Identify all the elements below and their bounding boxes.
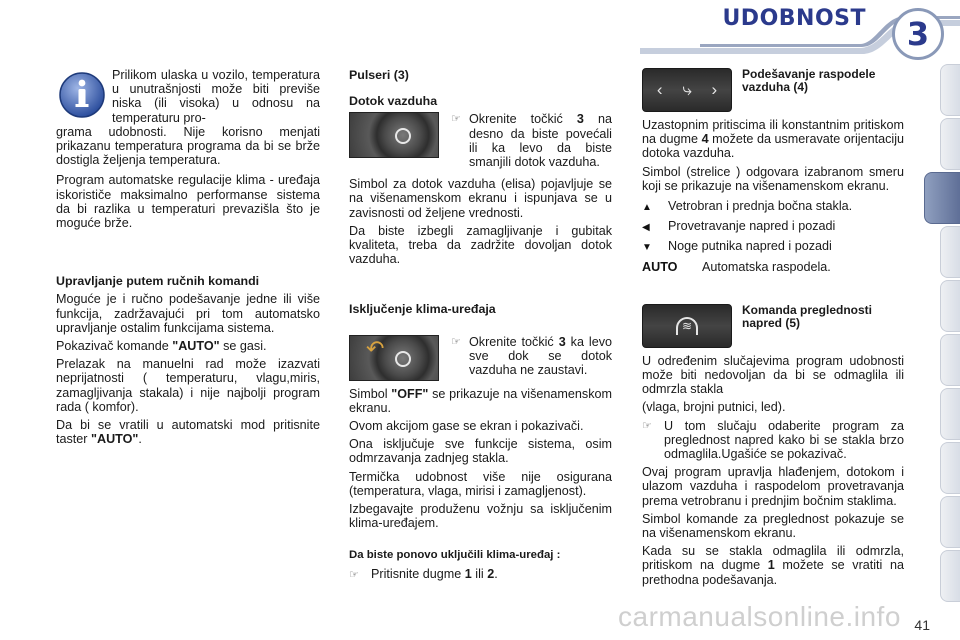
restart-heading: Da biste ponovo uključili klima-uređaj : [349,549,561,562]
manual-paragraph-3: Prelazak na manuelni rad može izazvati neprijatnosti ( temperaturu, vlagu,miris, zamagljivanja stakala) i nije najbolji program rada ( komfor). [56,357,320,414]
watermark: carmanualsonline.info [618,601,901,632]
auto-regulation-paragraph: Program automatske regulacije klima - uređaja iskorističe maksimalno performanse sistema da bi razlika u temperaturi prevazišla što je moguće brže. [56,173,320,231]
fan-dial-image [349,112,439,158]
visibility-paragraph-2: (vlaga, brojni putnici, led). [642,400,786,415]
side-tab-active[interactable] [924,172,960,224]
ac-off-step-text [469,335,612,381]
text-span: Kada su se stakla odmaglila ili odmrzla, pritiskom na dugme [642,544,904,573]
dial-number: 3 [576,112,584,127]
ac-off-heading: Isključenje klima-uređaja [349,302,496,317]
intro-rest: grama udobnosti. Nije korisno menjati prikazanu temperatura programa da bi se brže dostigla željenja temperatura. [56,124,320,168]
ac-off-paragraph-5: Izbegavajte produženu vožnju sa isključenim klima-uređajem. [349,502,612,531]
intro-indented: Prilikom ulaska u vozilo, temperatura u unutrašnjosti može biti previše niska (ili visoka) u odnosu na temperaturu pro- [112,68,320,125]
manual-paragraph-2 [56,339,320,353]
airflow-paragraph-1: Simbol za dotok vazduha (elisa) pojavljuje se na višenamenskom ekranu i ispunjava se u zavisnosti od željene vrednosti. [349,177,612,220]
restart-step-text [371,567,498,581]
text-span: Da bi se vratili u automatski mod pritisnite taster [56,418,320,447]
visibility-heading: Komanda preglednosti napred (5) [742,302,873,331]
distribution-header-block [642,68,904,112]
side-tab[interactable] [940,226,960,278]
windscreen-defrost-icon: ≋ [676,317,698,335]
pointing-hand-icon: ☞ [451,113,461,126]
ac-off-step-block [349,335,612,381]
manual-paragraph-4 [56,418,320,446]
distribution-item [642,219,904,235]
text-span: na desno da biste povećali ili ka levo da biste smanjili dotok vazduha. [469,112,612,170]
chapter-number-badge: 3 [892,8,944,60]
distribution-item [642,199,904,215]
visibility-step [642,419,904,462]
airflow-step-text [469,112,612,169]
ac-off-paragraph-4: Termička udobnost više nije osigurana (temperatura, vlaga, mirisi i zamaglјenost). [349,469,612,498]
text-span: Uzastopnim pritiscima ili konstantnim pritiskom na dugme [642,118,904,147]
section-title: UDOBNOST [722,6,866,31]
airflow-heading: Dotok vazduha [349,94,438,109]
visibility-paragraph-1: U određenim slučajevima program udobnosti može biti nedovoljan da bi se odmaglila ili odmrzla stakla [642,353,904,397]
visibility-paragraph-4: Simbol komande za preglednost pokazuje se na višenamenskom ekranu. [642,511,904,541]
column-3 [642,68,904,591]
side-tab[interactable] [940,442,960,494]
arrow-right-icon: › [711,79,718,99]
visibility-paragraph-3: Ovaj program upravlja hlađenjem, dotokom i ulazom vazduha i raspodelom provetravanja prema vetrobranu i prednjim bočnim staklima. [642,465,904,508]
chapter-banner [0,0,960,62]
text-span: ka levo sve dok se dotok vazduha ne zaustavi. [469,334,612,378]
pulsers-heading: Pulseri (3) [349,68,409,82]
distribution-paragraph-1 [642,118,904,161]
text-span: Okrenite točkić [469,112,577,127]
side-tab[interactable] [940,118,960,170]
side-tab[interactable] [940,280,960,332]
dial-number: 3 [558,334,566,349]
text-span: možete da usmeravate orijentaciju dotoka vazduha. [642,132,904,161]
restart-step [349,567,612,582]
pointing-hand-icon: ☞ [349,568,359,581]
airflow-step-block [349,112,612,169]
off-label: "OFF" [391,386,429,401]
auto-label: AUTO [642,259,678,274]
arrow-up-icon: ▲ [642,202,652,214]
text-span: Simbol [349,386,392,401]
chapter-side-tabs [938,64,960,624]
page-number: 41 [914,616,930,633]
arrow-down-icon: ▼ [642,242,652,254]
rotate-left-arrow-icon: ↶ [366,335,385,361]
text-span: ili [471,566,488,581]
ac-off-paragraph-3: Ona isključuje sve funkcije sistema, osim odmrzavanja zadnjeg stakla. [349,437,612,466]
text-span: se prikazuje na višenamenskom ekranu. [349,386,612,415]
button-number: 1 [767,558,775,573]
visibility-paragraph-5 [642,544,904,587]
distribution-paragraph-2: Simbol (strelice ) odgovara izabranom smeru koji se prikazuje na višenamenskom ekranu. [642,164,904,193]
button-number: 4 [701,132,709,147]
distribution-list [642,199,904,274]
side-tab[interactable] [940,64,960,116]
distribution-item [642,260,904,274]
column-1 [56,68,320,450]
side-tab[interactable] [940,334,960,386]
visibility-header-block [642,304,904,348]
manual-paragraph-1: Moguće je i ručno podešavanje jedne ili više funkcija, zadržavajući pri tom automatsko upravljanje ostalim funkcijama sistema. [56,292,320,335]
distribution-item-text: Vetrobran i prednja bočna stakla. [668,199,853,214]
distribution-item-text: Provetravanje napred i pozadi [668,219,836,234]
arrow-left-icon: ◀ [642,222,650,234]
ac-off-paragraph-2: Ovom akcijom gase se ekran i pokazivači. [349,419,584,434]
pointing-hand-icon: ☞ [642,419,652,432]
side-tab[interactable] [940,388,960,440]
fan-dial-image [349,335,439,381]
button-number: 2 [487,566,495,581]
defrost-button-panel-image [642,304,732,348]
button-number: 1 [464,566,472,581]
text-span: . [494,566,498,581]
arrow-left-icon: ‹ [656,79,663,99]
side-tab[interactable] [940,496,960,548]
text-span: Okrenite točkić [469,334,559,349]
text-span: se gasi. [219,339,267,354]
pointing-hand-icon: ☞ [451,335,461,348]
column-2 [349,68,612,584]
text-span: Pritisnite dugme [371,566,465,581]
distribution-heading: Podešavanje raspodele vazduha (4) [742,67,876,95]
visibility-step-text: U tom slučaju odaberite program za preglednost napred kako bi se stakla brzo odmaglila.Ugašiće se pokazivač. [664,418,904,462]
manual-controls-heading: Upravljanje putem ručnih komandi [56,274,260,289]
text-span: . [138,432,142,447]
side-tab[interactable] [940,550,960,602]
distribution-item-text: Automatska raspodela. [702,259,831,274]
text-span: možete se vratiti na prethodna podešavanja. [642,558,904,587]
fan-icon [395,351,411,367]
air-distribution-panel-image [642,68,732,112]
airflow-paragraph-2: Da biste izbegli zamagljivanje i gubitak kvaliteta, treba da zadržite dovoljan dotok vazduha. [349,223,612,267]
auto-label: "AUTO" [172,339,220,354]
distribution-item [642,239,904,255]
ac-off-paragraph-1 [349,387,612,415]
seat-icon: ⤷ [682,79,692,99]
fan-icon [395,128,411,144]
ac-off-step [451,335,612,381]
auto-label: "AUTO" [91,432,139,447]
airflow-step [451,112,612,169]
distribution-item-text: Noge putnika napred i pozadi [668,239,832,254]
text-span: Pokazivač komande [56,339,173,354]
